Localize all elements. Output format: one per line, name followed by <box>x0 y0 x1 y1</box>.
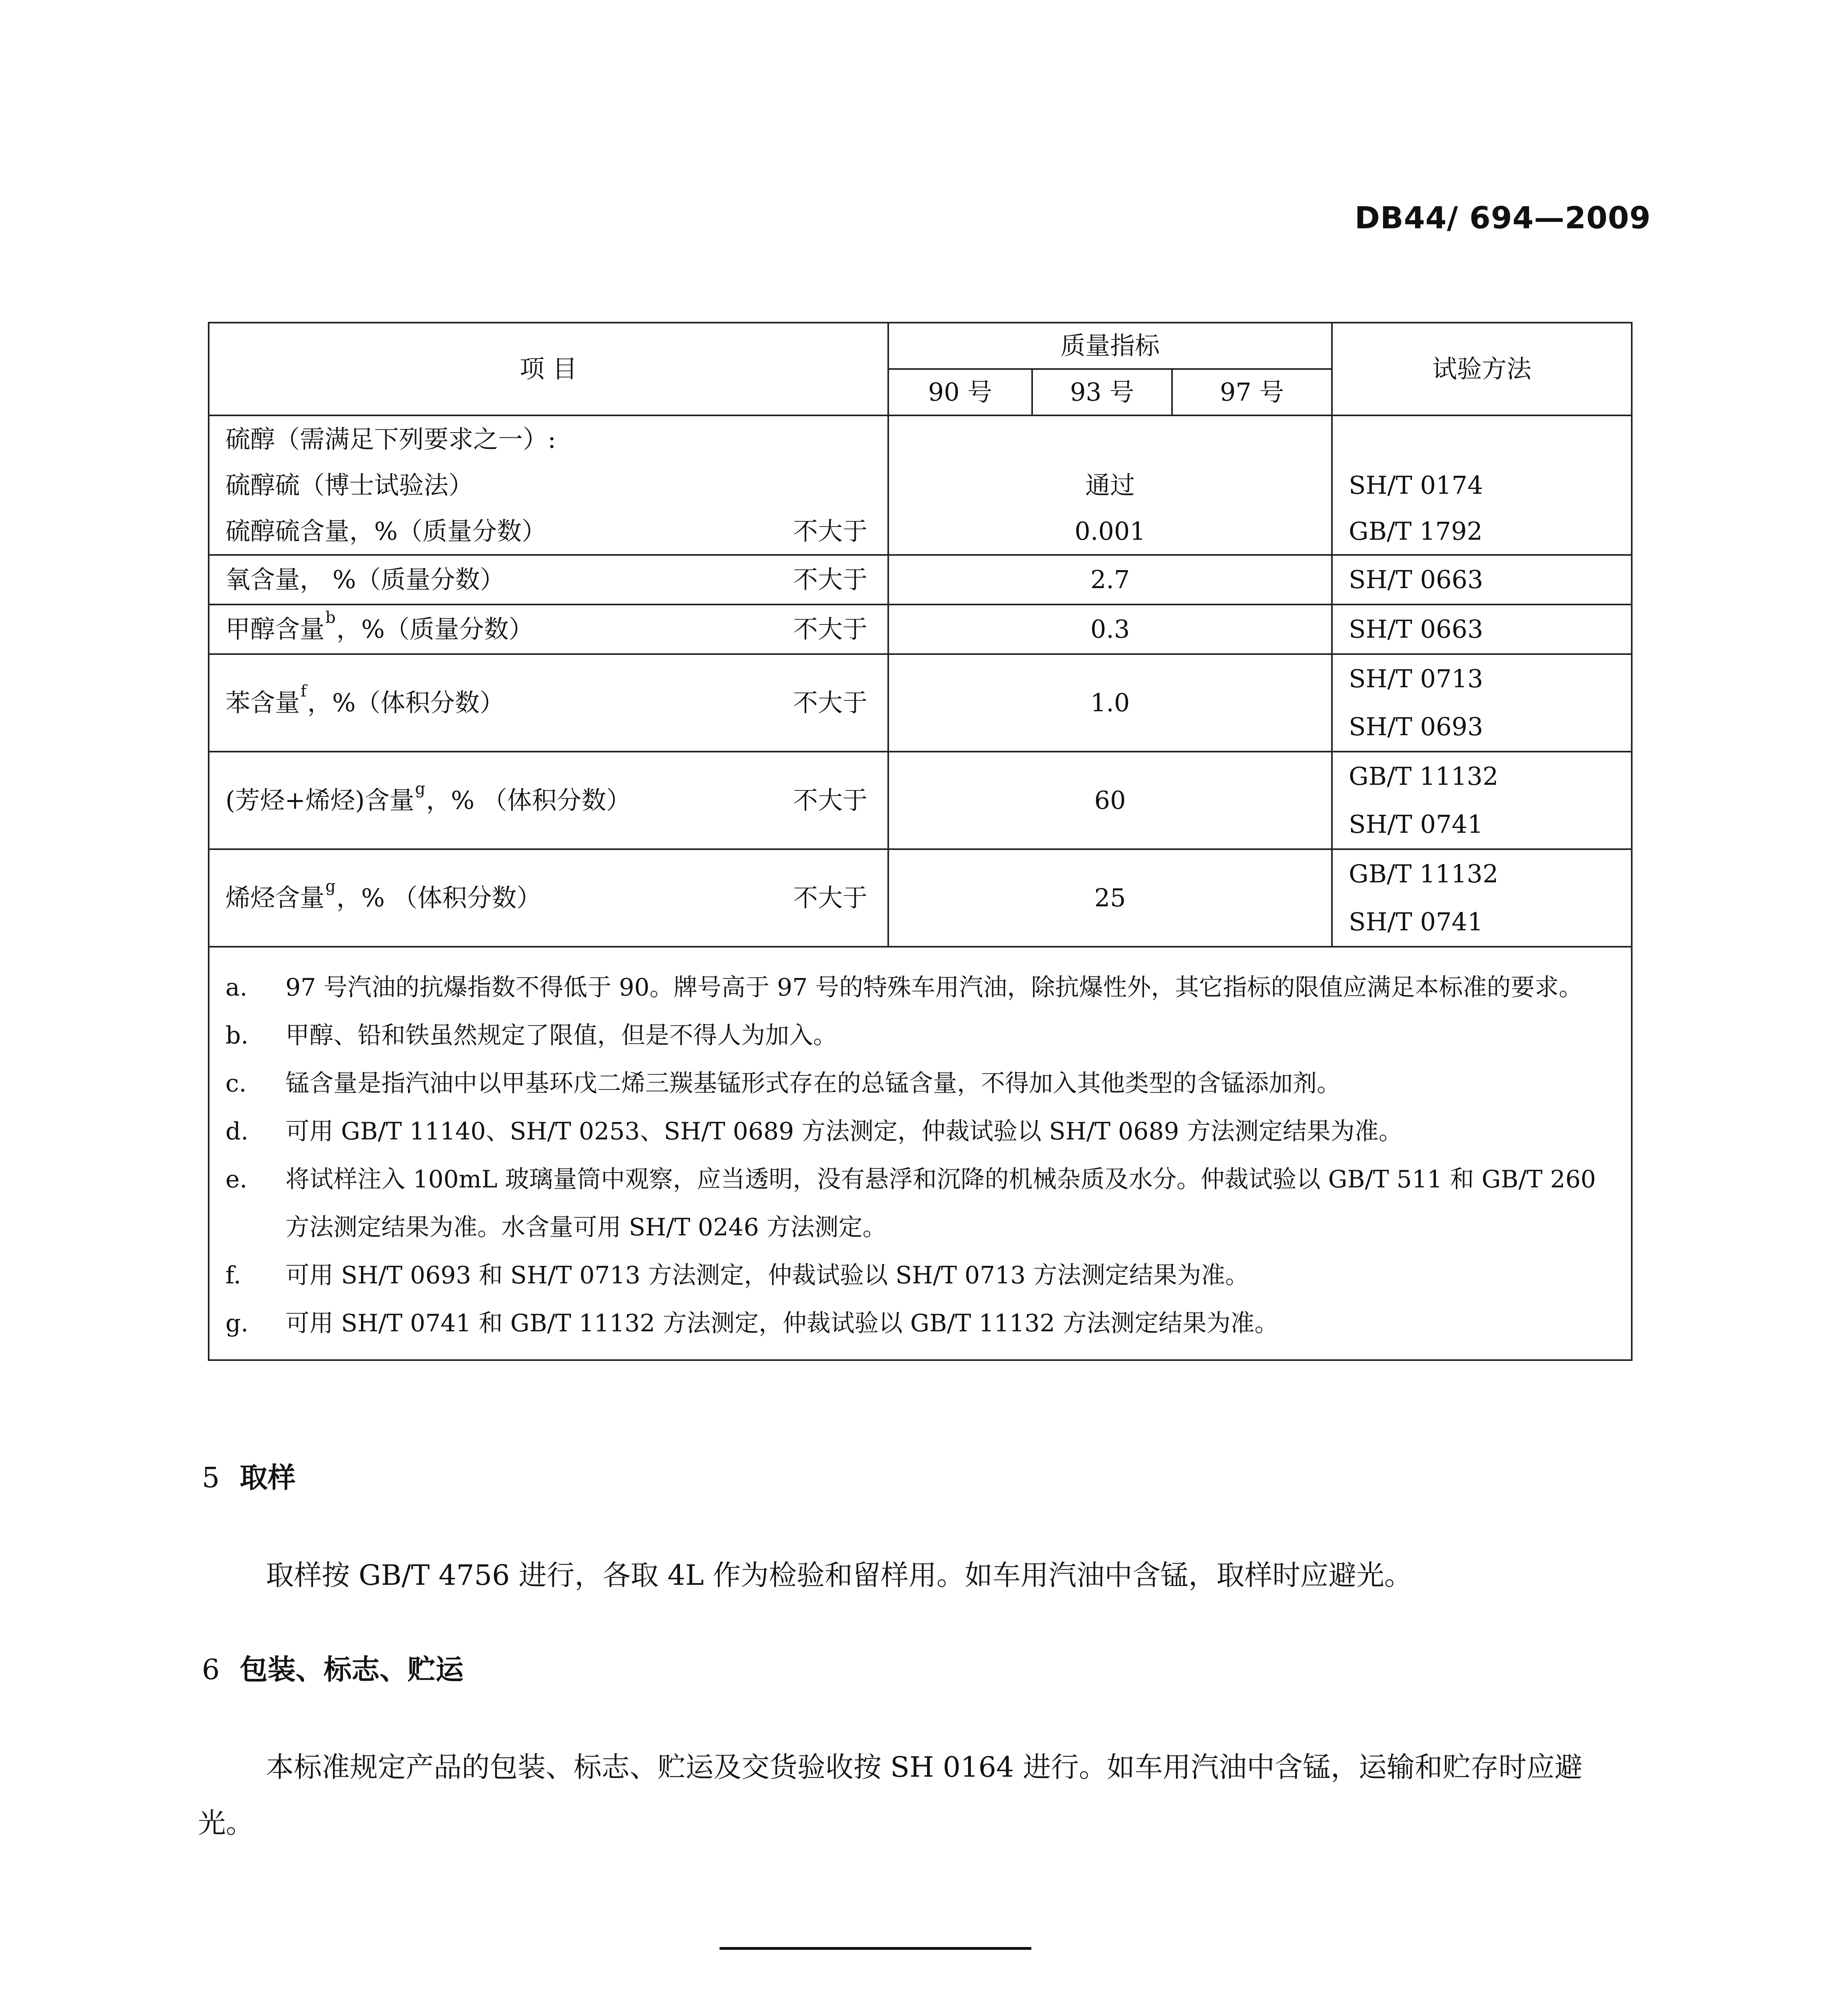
footnote-ref: b <box>325 608 336 627</box>
section-heading-5 <box>202 1455 296 1496</box>
item-cell <box>209 752 888 849</box>
item-cell <box>209 654 888 752</box>
footnote-ref: g <box>415 780 425 798</box>
method-cell <box>1332 654 1632 752</box>
footnote: b. 甲醇、铅和铁虽然规定了限值，但是不得人为加入。 <box>225 1021 837 1049</box>
benzene-value: 1.0 <box>888 654 1332 752</box>
oxygen-method: SH/T 0663 <box>1332 555 1632 604</box>
methanol-value: 0.3 <box>888 604 1332 654</box>
method-cell <box>1332 752 1632 849</box>
table-row-aromatics-olefins <box>209 752 1632 849</box>
mercaptan-doctor-label: 硫醇硫（博士试验法） <box>225 470 474 500</box>
methanol-method: SH/T 0663 <box>1332 604 1632 654</box>
method-cell <box>1332 415 1632 555</box>
mercaptan-content-label: 硫醇硫含量，%（质量分数） <box>225 516 546 546</box>
header-quality-index: 质量指标 <box>888 323 1332 369</box>
table-row-olefins <box>209 849 1632 947</box>
footnote: e. 将试样注入 100mL 玻璃量筒中观察，应当透明，没有悬浮和沉降的机械杂质及水分。仲裁试验以 GB/T 511 和 GB/T 260 方法测定结果为准。水含量可用 SH/T 0246 方法测定。 <box>225 1165 1596 1241</box>
footnote-ref: f <box>301 682 307 700</box>
limit-label: 不大于 <box>793 786 867 815</box>
footnote: g. 可用 SH/T 0741 和 GB/T 11132 方法测定，仲裁试验以 GB/T 11132 方法测定结果为准。 <box>225 1309 1279 1337</box>
olefins-method-2: SH/T 0741 <box>1349 907 1483 936</box>
section-5-body: 取样按 GB/T 4756 进行，各取 4L 作为检验和留样用。如车用汽油中含锰，取样时应避光。 <box>266 1559 1413 1592</box>
limit-label: 不大于 <box>793 614 867 644</box>
header-grade-90: 90 号 <box>888 369 1032 415</box>
benzene-label: 苯含量$^f$，%（体积分数） <box>225 682 504 717</box>
document-code: DB44/ 694—2009 <box>1354 200 1651 235</box>
mercaptan-content-value: 0.001 <box>1075 516 1146 546</box>
footnote: c. 锰含量是指汽油中以甲基环戊二烯三羰基锰形式存在的总锰含量，不得加入其他类型的含锰添加剂。 <box>225 1069 1341 1097</box>
item-cell <box>209 604 888 654</box>
end-rule <box>720 1947 1031 1950</box>
section-6-body: 本标准规定产品的包装、标志、贮运及交货验收按 SH 0164 进行。如车用汽油中含锰，运输和贮存时应避光。 <box>198 1751 1583 1839</box>
footnote: a. 97 号汽油的抗爆指数不得低于 90。牌号高于 97 号的特殊车用汽油，除抗爆性外，其它指标的限值应满足本标准的要求。 <box>225 974 1583 1001</box>
aromatics-olefins-method-2: SH/T 0741 <box>1349 810 1483 839</box>
oxygen-label: 氧含量， %（质量分数） <box>225 565 505 594</box>
olefins-value: 25 <box>888 849 1332 947</box>
item-cell <box>209 555 888 604</box>
header-test-method: 试验方法 <box>1332 323 1632 415</box>
section-heading-6 <box>202 1647 464 1688</box>
methanol-label: 甲醇含量$^b$，%（质量分数） <box>225 608 534 644</box>
value-cell <box>888 415 1332 555</box>
limit-label: 不大于 <box>793 565 867 594</box>
quality-spec-table <box>208 322 1633 1361</box>
method-mercaptan-content: GB/T 1792 <box>1349 516 1483 546</box>
section-title: 取样 <box>239 1461 296 1494</box>
footnotes-cell <box>209 947 1632 1360</box>
table-row-oxygen <box>209 555 1632 604</box>
olefins-label: 烯烃含量$^g$，% （体积分数） <box>225 877 542 912</box>
limit-label: 不大于 <box>793 516 867 546</box>
table-row-methanol <box>209 604 1632 654</box>
item-cell <box>209 849 888 947</box>
footnote-ref: g <box>325 877 336 896</box>
limit-label: 不大于 <box>793 688 867 717</box>
aromatics-olefins-value: 60 <box>888 752 1332 849</box>
section-number: 5 <box>202 1461 220 1494</box>
header-item: 项 目 <box>209 323 888 415</box>
aromatics-olefins-method-1: GB/T 11132 <box>1349 762 1499 791</box>
table-row-benzene <box>209 654 1632 752</box>
section-title: 包装、标志、贮运 <box>239 1653 464 1686</box>
mercaptan-title: 硫醇（需满足下列要求之一）: <box>225 424 556 454</box>
header-grade-97: 97 号 <box>1172 369 1332 415</box>
item-cell <box>209 415 888 555</box>
olefins-method-1: GB/T 11132 <box>1349 859 1499 888</box>
method-cell <box>1332 849 1632 947</box>
footnote: f. 可用 SH/T 0693 和 SH/T 0713 方法测定，仲裁试验以 SH/T 0713 方法测定结果为准。 <box>225 1261 1249 1289</box>
table-row-mercaptan <box>209 415 1632 555</box>
benzene-method-1: SH/T 0713 <box>1349 664 1483 693</box>
header-grade-93: 93 号 <box>1032 369 1172 415</box>
oxygen-value: 2.7 <box>888 555 1332 604</box>
limit-label: 不大于 <box>793 883 867 912</box>
doctor-test-value: 通过 <box>1085 470 1135 500</box>
table-footnotes <box>209 947 1632 1360</box>
benzene-method-2: SH/T 0693 <box>1349 712 1483 741</box>
footnote: d. 可用 GB/T 11140、SH/T 0253、SH/T 0689 方法测定，仲裁试验以 SH/T 0689 方法测定结果为准。 <box>225 1117 1403 1145</box>
section-number: 6 <box>202 1653 220 1686</box>
method-doctor: SH/T 0174 <box>1349 470 1483 500</box>
aromatics-olefins-label: (芳烃+烯烃)含量$^g$，% （体积分数） <box>225 780 631 815</box>
